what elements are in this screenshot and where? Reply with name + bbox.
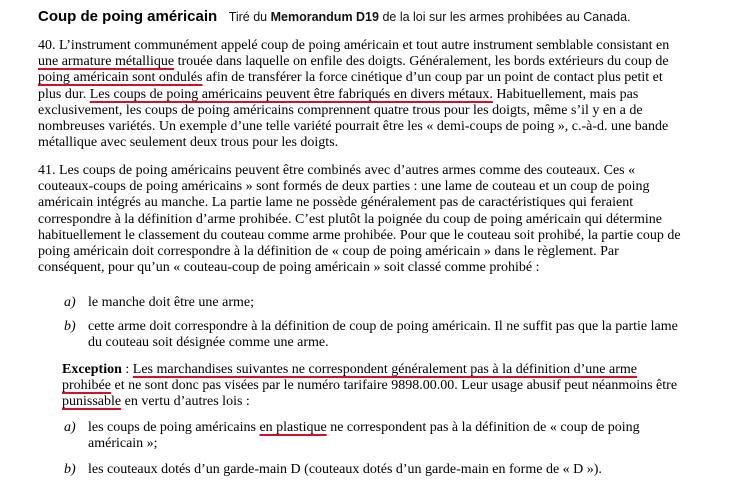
item-label: a) bbox=[64, 295, 76, 310]
item-label: b) bbox=[64, 319, 76, 334]
highlight-punishable: punissable bbox=[62, 394, 122, 410]
highlight-plastic: en plastique bbox=[259, 420, 327, 435]
paragraph-41 bbox=[38, 163, 728, 276]
paragraph-40 bbox=[38, 38, 728, 151]
p41-line-2: couteaux-coups de poing américains » sont formés de deux parties : une lame de couteau et un coup de poing bbox=[38, 179, 650, 195]
item-label: a) bbox=[64, 420, 76, 435]
list-item-plastic: a) les coups de poing américains en plastique ne correspondent pas à la définition de « coup de poing américain »; bbox=[64, 420, 734, 452]
item-text-line-2: du couteau soit désignée comme une arme. bbox=[88, 335, 329, 351]
item-text-line-2: américain »; bbox=[88, 436, 158, 452]
p40-line-2: une armature métallique trouée dans laquelle on enfile des doigts. Généralement, les bords extérieurs du coup de bbox=[38, 54, 669, 70]
exception-line-3: punissable en vertu d’autres lois : bbox=[62, 394, 250, 410]
highlight-not-prohibited: Les marchandises suivantes ne correspondent généralement pas à la définition d’une arme bbox=[132, 362, 637, 377]
list-item-b bbox=[64, 319, 734, 351]
exception-paragraph bbox=[62, 362, 732, 411]
highlight-metal-frame: une armature métallique bbox=[38, 54, 175, 70]
item-text: le manche doit être une arme; bbox=[88, 295, 254, 310]
p40-line-7: métallique avec seulement deux trous pour les doigts. bbox=[38, 135, 339, 151]
item-label: b) bbox=[64, 462, 76, 477]
exception-line-2: prohibée et ne sont donc pas visées par le numéro tarifaire 9898.00.00. Leur usage abusif peut néanmoins être bbox=[62, 378, 678, 394]
document-header bbox=[38, 9, 631, 26]
highlight-various-metals: Les coups de poing américains peuvent être fabriqués en divers métaux. bbox=[89, 86, 493, 102]
p40-line-5: exclusivement, les coups de poing américains comprennent quatre trous pour les doigts, même s’il y en a de bbox=[38, 102, 643, 118]
p40-line-3: poing américain sont ondulés afin de transférer la force cinétique d’un coup par un point de contact plus petit et bbox=[38, 70, 663, 86]
item-text-line-1: cette arme doit correspondre à la définition de coup de poing américain. Il ne suffit pas que la partie lame bbox=[88, 319, 678, 334]
exception-line-1: Exception : Les marchandises suivantes ne correspondent généralement pas à la définition d’une arme bbox=[62, 362, 637, 377]
exception-label: Exception bbox=[62, 362, 122, 377]
source-suffix: de la loi sur les armes prohibées au Canada. bbox=[378, 10, 631, 24]
list-item-d-guard bbox=[64, 462, 734, 478]
p40-line-4: plus dur. Les coups de poing américains peuvent être fabriqués en divers métaux. Habituellement, mais pas bbox=[38, 86, 639, 102]
p41-line-6: poing américain doit correspondre à la définition de « coup de poing américain » dans le règlement. Par bbox=[38, 243, 619, 259]
p41-line-5: habituellement le classement du couteau comme arme prohibée. Pour que le couteau soit prohibé, la partie coup de bbox=[38, 227, 681, 243]
p40-line-1: 40. L’instrument communément appelé coup de poing américain et tout autre instrument semblable consistant en bbox=[38, 38, 670, 53]
p41-line-4: correspondre à la définition d’arme prohibée. C’est plutôt la poignée du coup de poing américain qui détermine bbox=[38, 211, 662, 227]
source-memorandum: Memorandum D19 bbox=[270, 10, 379, 24]
p41-line-3: américain intégrés au manche. La partie lame ne possède généralement pas de caractéristiques qui feraient bbox=[38, 195, 634, 211]
p40-line-6: nombreuses variétés. Un exemple d’une telle variété pourrait être les « demi-coups de poing », c.-à-d. une bande bbox=[38, 118, 669, 134]
highlight-wavy-edges: poing américain sont ondulés bbox=[38, 70, 203, 86]
highlight-prohibited: prohibée bbox=[62, 378, 111, 394]
item-text: les couteaux dotés d’un garde-main D (couteaux dotés d’un garde-main en forme de « D »). bbox=[88, 462, 602, 477]
document-title: Coup de poing américain bbox=[38, 8, 218, 25]
source-prefix: Tiré du bbox=[228, 10, 271, 24]
p41-line-7: conséquent, pour qu’un « couteau-coup de poing américain » soit classé comme prohibé : bbox=[38, 260, 540, 276]
p41-line-1: 41. Les coups de poing américains peuvent être combinés avec d’autres armes comme des couteaux. Ces « bbox=[38, 163, 636, 178]
list-item-a bbox=[64, 295, 734, 311]
source-note bbox=[229, 10, 631, 24]
